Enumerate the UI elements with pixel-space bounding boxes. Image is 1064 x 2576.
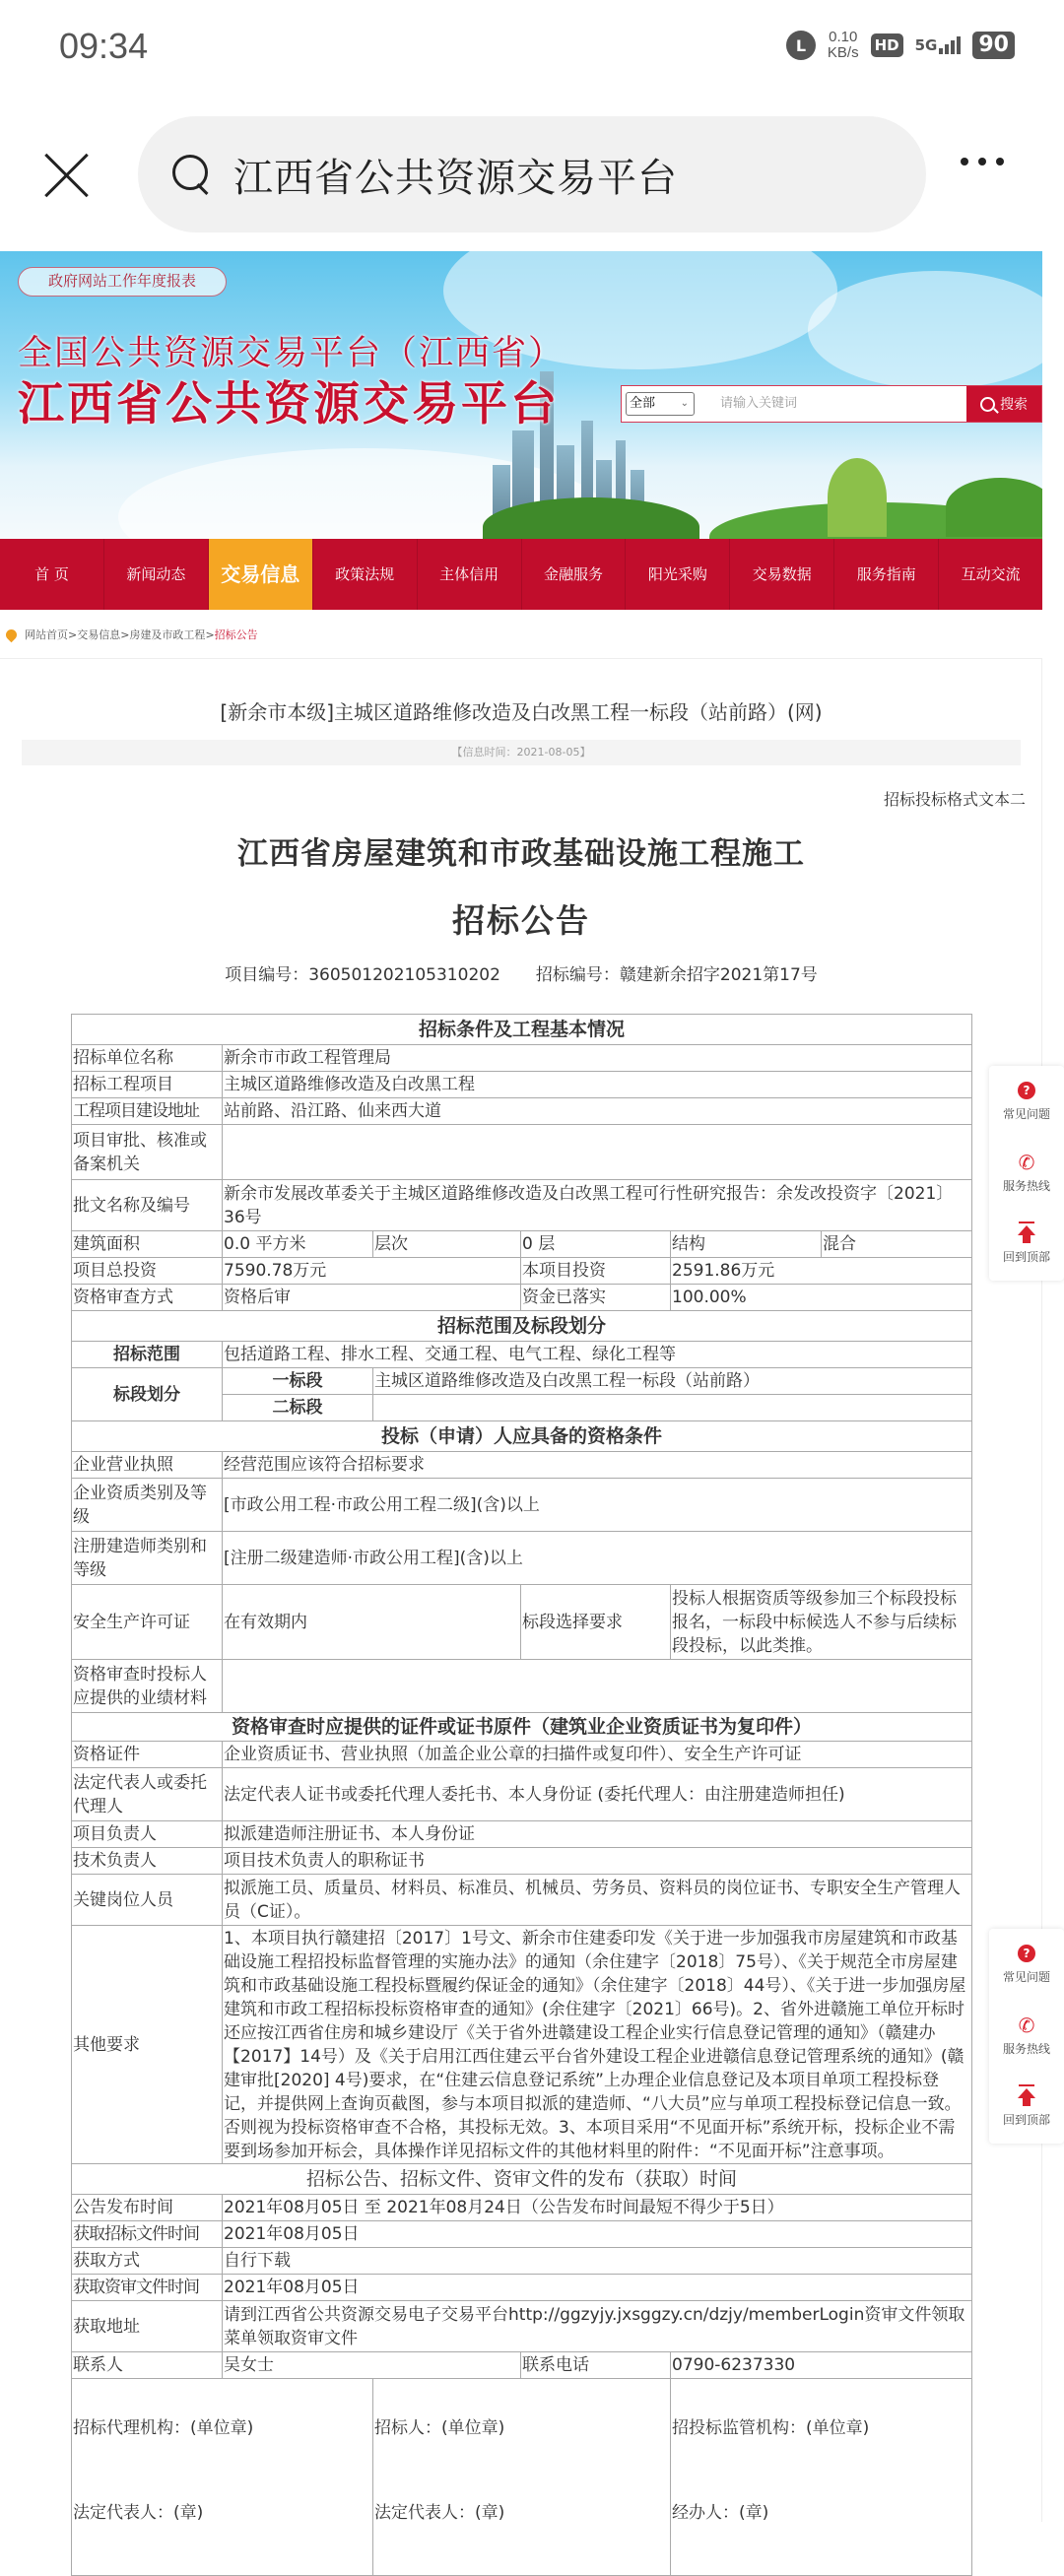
cell-label: 公告发布时间: [72, 2195, 223, 2221]
table-row: [72, 1660, 972, 1713]
location-pin-icon: [4, 627, 20, 642]
battery-icon: 90: [972, 32, 1015, 59]
status-bar: [0, 0, 1064, 99]
phone-icon: ✆: [1018, 2013, 1035, 2037]
cell-value: 1、本项目执行赣建招〔2017〕1号文、新余市住建委印发《关于进一步加强我市房屋建筑和市政基础设施工程招投标监督管理的实施办法》的通知（余住建字〔2018〕75号）、《关于规范全市房屋建筑和市政基础设施工程投标暨履约保证金的通知》（余住建字〔2018〕44号）、《关于进一步加强房屋建筑和市政工程招标投标资格审查的通知》(余住建字〔2021〕66号)。2、省外进赣施工单位开标时还应按江西省住房和城乡建设厅《关于省外进赣建设工程企业实行信息登记管理的通知》（赣建办【2017】14号）及《关于启用江西住建云平台省外建设工程企业进赣信息登记管理系统的通知》(赣建审批[2020] 4号)要求，在“住建云信息登记系统”上办理企业信息登记及本项目单项工程投标登记，并提供网上查询页截图，参与本项目拟派的建造师、“八大员”应与单项工程投标登记信息一致。否则视为投标资格审查不合格，其投标无效。3、本项目采用“不见面开标”系统开标，投标企业不需要到场参加开标会，具体操作详见招标文件的其他材料里的附件：“不见面开标”注意事项。: [223, 1926, 972, 2164]
table-row: [72, 1875, 972, 1926]
cell-label: 注册建造师类别和等级: [72, 1532, 223, 1585]
table-row: [72, 1098, 972, 1125]
status-time: 09:34: [59, 26, 149, 66]
banner-title-main: 江西省公共资源交易平台: [18, 377, 560, 431]
cell-value: 自行下载: [223, 2248, 972, 2275]
cell-label: 标段选择要求: [521, 1585, 671, 1660]
search-query[interactable]: 江西省公共资源交易平台: [233, 155, 678, 201]
hotline-label: 服务热线: [1002, 1178, 1050, 1193]
project-number: 项目编号：360501202105310202: [225, 965, 500, 985]
cell-value: 项目技术负责人的职称证书: [223, 1848, 972, 1875]
cell-label: 招标单位名称: [72, 1045, 223, 1072]
browser-toolbar: [0, 99, 1064, 251]
cell-label: 标段划分: [72, 1368, 223, 1421]
table-row: [72, 2301, 972, 2352]
cell-label: 安全生产许可证: [72, 1585, 223, 1660]
table-row: [72, 2221, 972, 2248]
cell-value: 2021年08月05日: [223, 2221, 972, 2248]
nav-item-guide[interactable]: 服务指南: [834, 539, 939, 610]
more-icon[interactable]: [961, 158, 1004, 165]
cell-label: 二标段: [223, 1395, 373, 1421]
nav-item-finance[interactable]: 金融服务: [522, 539, 627, 610]
cell-label: 关键岗位人员: [72, 1875, 223, 1926]
cell-label: 法定代表人或委托代理人: [72, 1768, 223, 1821]
cell-value: 吴女士: [223, 2352, 521, 2379]
cell-value: 资格后审: [223, 1285, 521, 1311]
cell-label: 项目负责人: [72, 1821, 223, 1848]
breadcrumb: [0, 623, 258, 646]
cell-label: 企业营业执照: [72, 1452, 223, 1479]
nav-item-data[interactable]: 交易数据: [730, 539, 834, 610]
banner-title-national: 全国公共资源交易平台（江西省）: [18, 334, 565, 373]
cell-value: 新余市发展改革委关于主城区道路维修改造及白改黑工程可行性研究报告：余发改投资字〔2021〕36号: [223, 1180, 972, 1231]
cell-label: 资格审查时投标人应提供的业绩材料: [72, 1660, 223, 1713]
cell-label: 获取招标文件时间: [72, 2221, 223, 2248]
cell-value: 在有效期内: [223, 1585, 521, 1660]
cell-value: [市政公用工程·市政公用工程二级](含)以上: [223, 1479, 972, 1532]
net-speed-value: 0.10: [829, 29, 858, 45]
cell-label: 招标工程项目: [72, 1072, 223, 1098]
phone-icon: ✆: [1018, 1150, 1035, 1174]
cell-label: 建筑面积: [72, 1231, 223, 1258]
cell-label: 联系人: [72, 2352, 223, 2379]
cell-label: 招标范围: [72, 1342, 223, 1368]
cell-value: [223, 1660, 972, 1713]
cell-value: 企业资质证书、营业执照（加盖企业公章的扫描件或复印件）、安全生产许可证: [223, 1742, 972, 1768]
cell-value: 包括道路工程、排水工程、交通工程、电气工程、绿化工程等: [223, 1342, 972, 1368]
cell-value: [373, 1395, 972, 1421]
hotline-button[interactable]: [989, 1137, 1064, 1208]
site-banner: [0, 251, 1042, 539]
table-row: [72, 1125, 972, 1180]
cell-value: 拟派建造师注册证书、本人身份证: [223, 1821, 972, 1848]
document-numbers: [0, 960, 1042, 985]
cell-value: 主城区道路维修改造及白改黑工程: [223, 1072, 972, 1098]
chevron-down-icon: ⌄: [680, 398, 689, 409]
faq-label: 常见问题: [1002, 1106, 1050, 1121]
hotline-label: 服务热线: [1002, 2041, 1050, 2056]
cell-value: 经营范围应该符合招标要求: [223, 1452, 972, 1479]
signal-icon: [915, 36, 962, 54]
section-header: 资格审查时应提供的证件或证书原件（建筑业企业资质证书为复印件）: [72, 1713, 972, 1742]
site-search-button-label: 搜索: [1000, 397, 1028, 413]
cell-value: 主城区道路维修改造及白改黑工程一标段（站前路）: [373, 1368, 972, 1395]
cell-label: 本项目投资: [521, 1258, 671, 1285]
nav-item-credit[interactable]: 主体信用: [418, 539, 522, 610]
back-to-top-button[interactable]: [989, 1208, 1064, 1279]
cell-label: 资格审查方式: [72, 1285, 223, 1311]
site-search-input[interactable]: 请输入关键词: [720, 396, 798, 411]
hd-icon: HD: [871, 33, 903, 57]
table-row: [72, 2248, 972, 2275]
table-row: [72, 1532, 972, 1585]
table-row: [72, 2195, 972, 2221]
cell-label: 工程项目建设地址: [72, 1098, 223, 1125]
cell-label: 层次: [373, 1231, 521, 1258]
site-search: [621, 385, 1042, 423]
cell-value: 站前路、沿江路、仙来西大道: [223, 1098, 972, 1125]
address-search-bar[interactable]: [138, 116, 926, 232]
back-to-top-label: 回到顶部: [1002, 1250, 1050, 1264]
net-speed-unit: KB/s: [827, 44, 859, 61]
cell-value: 2021年08月05日 至 2021年08月24日（公告发布时间最短不得少于5日）: [223, 2195, 972, 2221]
table-row: [72, 1768, 972, 1821]
hotline-button[interactable]: [989, 2000, 1064, 2071]
cell-label: 获取方式: [72, 2248, 223, 2275]
arrow-up-icon: [1018, 2084, 1035, 2106]
cell-value: 0 层: [521, 1231, 671, 1258]
section-header: 投标（申请）人应具备的资格条件: [72, 1421, 972, 1452]
cell-value: 0790-6237330: [671, 2352, 972, 2379]
cell-value: 7590.78万元: [223, 1258, 521, 1285]
cell-value: 投标人根据资质等级参加三个标段投标报名，一标段中标候选人不参与后续标段投标，以此类推。: [671, 1585, 972, 1660]
cell-value: 法定代表人证书或委托代理人委托书、本人身份证 (委托代理人：由注册建造师担任): [223, 1768, 972, 1821]
cell-label: 一标段: [223, 1368, 373, 1395]
cell-value: 100.00%: [671, 1285, 972, 1311]
signature-supervisor: [671, 2379, 972, 2576]
faq-button[interactable]: [989, 1066, 1064, 1137]
back-to-top-label: 回到顶部: [1002, 2113, 1050, 2127]
section-header: 招标公告、招标文件、资审文件的发布（获取）时间: [72, 2164, 972, 2195]
breadcrumb-trade-info[interactable]: 交易信息: [77, 628, 121, 641]
question-icon: ?: [1018, 1082, 1035, 1099]
side-widget: [989, 1066, 1064, 1281]
breadcrumb-category[interactable]: 房建及市政工程: [129, 628, 206, 641]
cell-label: 其他要求: [72, 1926, 223, 2164]
search-scope-select[interactable]: [626, 392, 695, 416]
cell-label: 结构: [671, 1231, 822, 1258]
search-icon: [172, 155, 212, 194]
nav-item-interaction[interactable]: 互动交流: [961, 565, 1021, 583]
sign-agency-label: 招标代理机构：(单位章): [73, 2418, 254, 2438]
cell-label: 企业资质类别及等级: [72, 1479, 223, 1532]
cell-label: 资金已落实: [521, 1285, 671, 1311]
cell-label: 项目总投资: [72, 1258, 223, 1285]
table-row: [72, 2352, 972, 2379]
cell-value: 请到江西省公共资源交易电子交易平台http://ggzyjy.jxsggzy.cn/dzjy/memberLogin资审文件领取菜单领取资审文件: [223, 2301, 972, 2352]
article-container: [0, 658, 1042, 2522]
cell-label: 获取地址: [72, 2301, 223, 2352]
table-row: [72, 1452, 972, 1479]
sign-legal-label: 法定代表人：(章): [73, 2503, 204, 2523]
table-row: [72, 1479, 972, 1532]
table-row: [72, 1045, 972, 1072]
breadcrumb-current[interactable]: 招标公告: [214, 628, 258, 641]
table-row: [72, 1848, 972, 1875]
nav-item-policy[interactable]: 政策法规: [313, 539, 418, 610]
table-row: [72, 1072, 972, 1098]
sign-legal-label: 法定代表人：(章): [374, 2503, 505, 2523]
table-row: [72, 1821, 972, 1848]
cell-value: 2591.86万元: [671, 1258, 972, 1285]
signature-tenderer: [373, 2379, 671, 2576]
sign-supervisor-label: 招投标监管机构：(单位章): [672, 2418, 870, 2438]
tender-table: [71, 1014, 972, 2576]
signature-agency: [72, 2379, 373, 2576]
table-row: [72, 1231, 972, 1258]
cell-value: 拟派施工员、质量员、材料员、标准员、机械员、劳务员、资料员的岗位证书、专职安全生产管理人员（C证）。: [223, 1875, 972, 1926]
cell-value: [223, 1125, 972, 1180]
nav-item-home[interactable]: 首 页: [0, 539, 104, 610]
nav-item-trade-info[interactable]: 交易信息: [209, 539, 313, 610]
network-type: 5G: [914, 36, 938, 54]
cell-label: 项目审批、核准或备案机关: [72, 1125, 223, 1180]
nav-item-news[interactable]: 新闻动态: [104, 539, 209, 610]
signature-row: [72, 2379, 972, 2576]
status-icons: [786, 30, 1015, 61]
search-scope-value: 全部: [630, 396, 656, 411]
section-header: 招标范围及标段划分: [72, 1311, 972, 1342]
cell-label: 批文名称及编号: [72, 1180, 223, 1231]
cell-label: 技术负责人: [72, 1848, 223, 1875]
net-speed: [828, 30, 859, 61]
arrow-up-icon: [1018, 1222, 1035, 1243]
cell-value: [注册二级建造师·市政公用工程](含)以上: [223, 1532, 972, 1585]
section-header: 招标条件及工程基本情况: [72, 1015, 972, 1045]
table-row: [72, 2275, 972, 2301]
breadcrumb-separator: >: [68, 627, 78, 641]
site-search-button[interactable]: [966, 386, 1041, 422]
table-row: [72, 1926, 972, 2164]
table-row: [72, 1585, 972, 1660]
table-row: [72, 1180, 972, 1231]
search-icon: [980, 397, 995, 412]
breadcrumb-separator: >: [120, 627, 130, 641]
cell-label: 获取资审文件时间: [72, 2275, 223, 2301]
document-subtitle: 招标公告: [452, 901, 590, 940]
nav-item-procurement[interactable]: 阳光采购: [626, 539, 730, 610]
cell-label: 联系电话: [521, 2352, 671, 2379]
question-icon: ?: [1018, 1945, 1035, 1962]
tender-number: 招标编号：赣建新余招字2021第17号: [535, 965, 818, 985]
table-row: [72, 1285, 972, 1311]
table-row: [72, 1742, 972, 1768]
format-note: 招标投标格式文本二: [883, 790, 1026, 809]
document-title: 江西省房屋建筑和市政基础设施工程施工: [237, 836, 805, 872]
close-icon[interactable]: [41, 150, 93, 201]
faq-label: 常见问题: [1002, 1969, 1050, 1984]
cell-value: 0.0 平方米: [223, 1231, 373, 1258]
back-to-top-button[interactable]: [989, 2071, 1064, 2142]
table-row: [72, 1342, 972, 1368]
faq-button[interactable]: [989, 1929, 1064, 2000]
cell-value: 新余市市政工程管理局: [223, 1045, 972, 1072]
cell-label: 资格证件: [72, 1742, 223, 1768]
sign-tenderer-label: 招标人：(单位章): [374, 2418, 505, 2438]
breadcrumb-home[interactable]: 网站首页: [25, 628, 68, 641]
breadcrumb-separator: >: [205, 627, 215, 641]
side-widget: [989, 1929, 1064, 2144]
article-title: [新余市本级]主城区道路维修改造及白改黑工程一标段（站前路）(网): [220, 700, 823, 724]
cell-value: 2021年08月05日: [223, 2275, 972, 2301]
table-row: [72, 1258, 972, 1285]
cell-value: 混合: [822, 1231, 972, 1258]
table-row: [72, 1368, 972, 1395]
info-time: 【信息时间：2021-08-05】: [22, 740, 1021, 765]
main-nav: [0, 539, 1042, 610]
alarm-icon: L: [786, 31, 816, 60]
sign-handler-label: 经办人：(章): [672, 2503, 769, 2523]
annual-report-link[interactable]: 政府网站工作年度报表: [18, 267, 227, 297]
